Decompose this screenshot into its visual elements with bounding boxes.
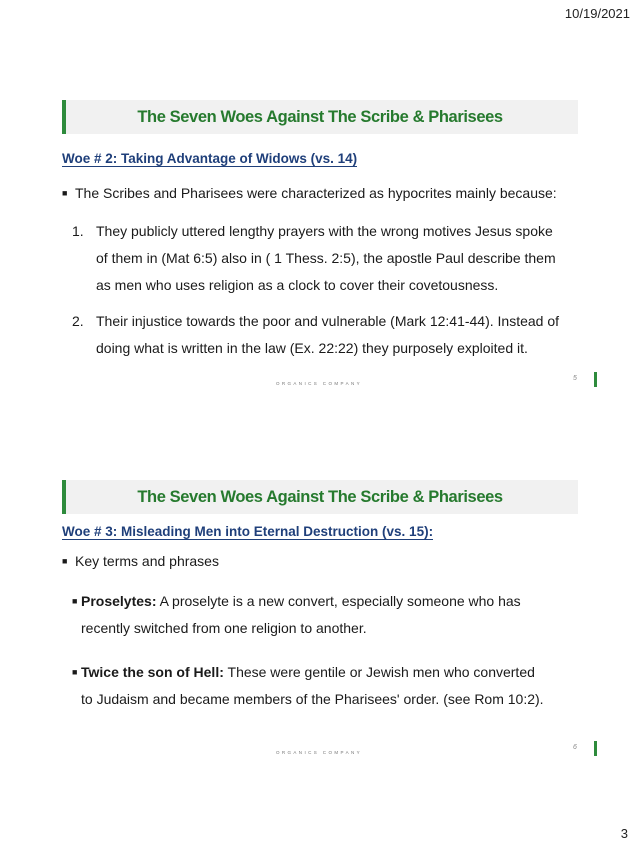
footer-accent-bar bbox=[594, 741, 597, 756]
term-definition-cont: to Judaism and became members of the Pharisees' order. (see Rom 10:2). bbox=[81, 691, 544, 707]
list-line: Their injustice towards the poor and vulnerable (Mark 12:41-44). Instead of bbox=[96, 313, 560, 329]
subtitle-text: Woe # 3: Misleading Men into Eternal Destruction (vs. 15): bbox=[62, 524, 434, 539]
sub-bullet-item bbox=[72, 588, 602, 642]
bullet-text: The Scribes and Pharisees were characterized as hypocrites mainly because: bbox=[75, 185, 557, 201]
slide-title-bar bbox=[62, 100, 578, 134]
term-definition-cont: recently switched from one religion to another. bbox=[81, 620, 367, 636]
slide-subtitle bbox=[62, 151, 357, 166]
list-number: 1. bbox=[72, 223, 84, 239]
term-label: Proselytes: bbox=[81, 593, 157, 609]
page-number: 3 bbox=[620, 826, 628, 841]
slide-subtitle bbox=[62, 524, 433, 539]
square-bullet-icon: ■ bbox=[62, 556, 68, 566]
slide-title: The Seven Woes Against The Scribe & Pharisees bbox=[137, 108, 503, 126]
footer-accent-bar bbox=[594, 372, 597, 387]
list-line: of them in (Mat 6:5) also in ( 1 Thess. 2:5), the apostle Paul describe them bbox=[96, 250, 556, 266]
slide-title-bar bbox=[62, 480, 578, 514]
list-line: doing what is written in the law (Ex. 22:22) they purposely exploited it. bbox=[96, 340, 528, 356]
list-item-2 bbox=[72, 308, 592, 362]
square-bullet-icon: ■ bbox=[72, 596, 78, 606]
square-bullet-icon: ■ bbox=[62, 188, 68, 198]
list-line: as men who uses religion as a clock to cover their covetousness. bbox=[96, 277, 499, 293]
slide-title: The Seven Woes Against The Scribe & Pharisees bbox=[137, 488, 503, 506]
footer-company: ORGANICS COMPANY bbox=[275, 381, 363, 386]
list-number: 2. bbox=[72, 313, 84, 329]
list-item-1 bbox=[72, 218, 592, 299]
term-label: Twice the son of Hell: bbox=[81, 664, 224, 680]
slide-number: 5 bbox=[573, 375, 577, 382]
slide-number: 6 bbox=[573, 744, 577, 751]
footer-company: ORGANICS COMPANY bbox=[275, 750, 363, 755]
term-definition: These were gentile or Jewish men who converted bbox=[223, 664, 535, 680]
subtitle-text: Woe # 2: Taking Advantage of Widows (vs. 14) bbox=[62, 151, 358, 166]
header-date: 10/19/2021 bbox=[564, 6, 630, 21]
square-bullet-icon: ■ bbox=[72, 667, 78, 677]
list-line: They publicly uttered lengthy prayers with the wrong motives Jesus spoke bbox=[96, 223, 553, 239]
sub-bullet-item bbox=[72, 659, 602, 713]
term-definition: A proselyte is a new convert, especially someone who has bbox=[156, 593, 521, 609]
bullet-text: Key terms and phrases bbox=[75, 553, 219, 569]
